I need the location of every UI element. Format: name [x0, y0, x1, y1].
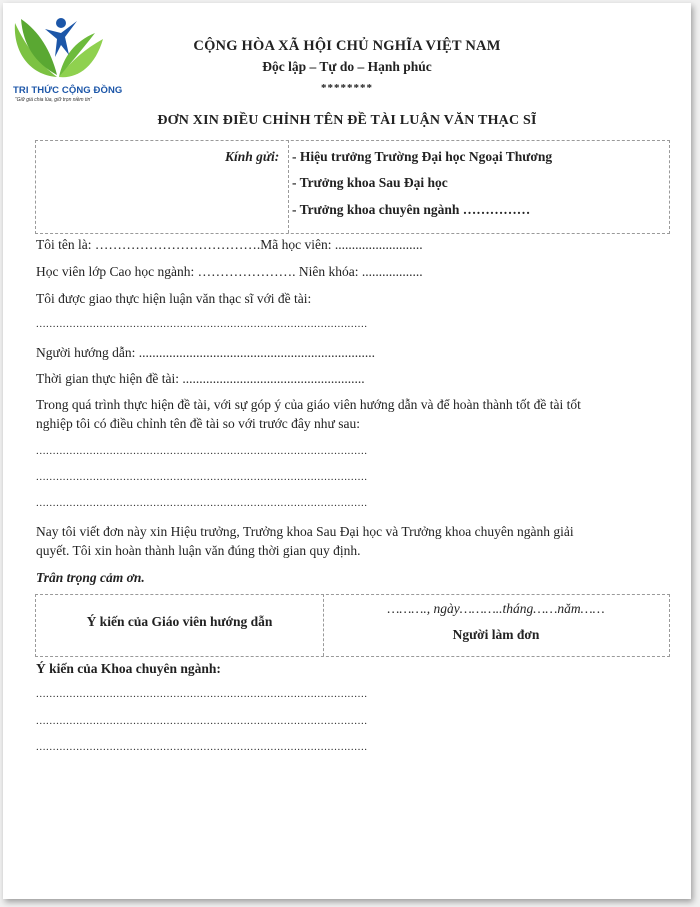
nation-heading: CỘNG HÒA XÃ HỘI CHỦ NGHĨA VIỆT NAM	[193, 38, 501, 54]
paragraph-2: quyết. Tôi xin hoàn thành luận văn đúng thời gian quy định.	[36, 543, 361, 558]
duration-field: Thời gian thực hiện đề tài: ......................................................	[36, 371, 365, 386]
logo-name: TRI THỨC CỘNG ĐỒNG	[13, 85, 123, 96]
addressee-line: - Trưởng khoa chuyên ngành ……………	[292, 202, 531, 217]
addressee-line: - Hiệu trưởng Trường Đại học Ngoại Thương	[292, 149, 553, 164]
paragraph-2: Nay tôi viết đơn này xin Hiệu trưởng, Trưởng khoa Sau Đại học và Trưởng khoa chuyên ngành giải	[36, 524, 574, 539]
stars-divider: ********	[321, 82, 373, 94]
document-page	[3, 3, 691, 899]
form-title: ĐƠN XIN ĐIỀU CHỈNH TÊN ĐỀ TÀI LUẬN VĂN THẠC SĨ	[157, 113, 537, 128]
paragraph-1: nghiệp tôi có điều chỉnh tên đề tài so với trước đây như sau:	[36, 416, 360, 431]
name-field: Tôi tên là: ……………………………….Mã học viên: ..........................	[36, 237, 423, 252]
date-line: ………., ngày………..tháng……năm……	[387, 601, 605, 616]
applicant-label: Người làm đơn	[452, 627, 540, 642]
supervisor-field: Người hướng dẫn: ......................................................................	[36, 345, 376, 360]
blank-line: ...................................................................................................	[36, 445, 368, 457]
addressee-line: - Trưởng khoa Sau Đại học	[292, 175, 448, 190]
motto-heading: Độc lập – Tự do – Hạnh phúc	[262, 59, 432, 74]
paragraph-1: Trong quá trình thực hiện đề tài, với sự góp ý của giáo viên hướng dẫn và để hoàn thành tốt đề tài tốt	[36, 397, 581, 412]
supervisor-opinion-label: Ý kiến của Giáo viên hướng dẫn	[86, 614, 273, 629]
blank-line: ...................................................................................................	[36, 497, 368, 509]
addressee-label: Kính gửi:	[225, 149, 280, 164]
blank-line: ...................................................................................................	[36, 688, 368, 700]
blank-line: ...................................................................................................	[36, 715, 368, 727]
addressee-divider	[288, 140, 289, 233]
blank-line: ...................................................................................................	[36, 741, 368, 753]
logo-slogan: “Giữ giá chia lúa, giữ trọn niềm tin”	[15, 97, 92, 103]
class-field: Học viên lớp Cao học ngành: …………………. Niên khóa: ..................	[36, 264, 423, 279]
department-opinion-label: Ý kiến của Khoa chuyên ngành:	[36, 661, 221, 676]
thanks-line: Trân trọng cảm ơn.	[36, 570, 145, 585]
thesis-blank-line: ...................................................................................................	[36, 318, 368, 330]
thesis-intro: Tôi được giao thực hiện luận văn thạc sĩ với đề tài:	[36, 291, 312, 306]
blank-line: ...................................................................................................	[36, 471, 368, 483]
